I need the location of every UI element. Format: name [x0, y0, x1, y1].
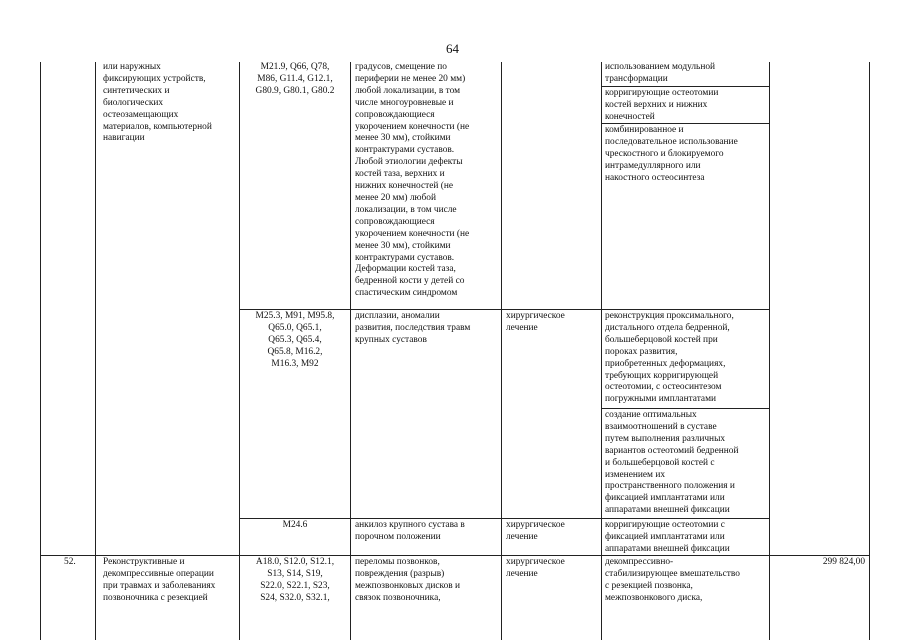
column-divider	[239, 62, 240, 640]
treatment-type: хирургическое лечение	[506, 311, 565, 333]
method-description: реконструкция проксимального, дистального отдела бедренной, большеберцовой костей при пороках развития, приобретенных деформациях, требующих корригирующей остеотомии, с остеосинтезом погружными имплантатами	[605, 311, 734, 405]
diagnosis-codes: A18.0, S12.0, S12.1, S13, S14, S19, S22.0, S22.1, S23, S24, S32.0, S32.1,	[255, 557, 335, 603]
treatment-table	[40, 62, 870, 640]
row-divider	[601, 408, 769, 409]
diagnosis-codes: M25.3, M91, M95.8, Q65.0, Q65.1, Q65.3, Q65.4, Q65.8, M16.2, M16.3, M92	[255, 311, 335, 369]
row-divider	[601, 86, 769, 87]
method-description: декомпрессивно- стабилизирующее вмешательство с резекцией позвонка, межпозвонкового диска,	[605, 557, 740, 603]
treatment-type: хирургическое лечение	[506, 520, 565, 542]
row-divider	[239, 518, 769, 519]
column-divider	[95, 62, 96, 640]
method-description: создание оптимальных взаимоотношений в суставе путем выполнения различных вариантов остеотомий бедренной и большеберцовой костей с изменением их пространственного положения и фиксацией имплантатами или аппаратами внешней фиксации	[605, 410, 739, 516]
column-divider	[501, 62, 502, 640]
table-border-left	[40, 62, 41, 640]
intervention-name: Реконструктивные и декомпрессивные операции при травмах и заболеваниях позвоночника с резекцией	[103, 557, 216, 603]
table-border-right	[869, 62, 870, 640]
row-divider	[239, 309, 769, 310]
diagnosis-description: градусов, смещение по периферии не менее 20 мм) любой локализации, в том числе многоуровневые и сопровождающиеся укорочением конечности (не менее 30 мм), стойкими контрактурами суставов. Любой этиологии дефекты костей таза, верхних и нижних конечностей (не менее 20 мм) любой локализации, в том числе сопровождающиеся укорочением конечности (не менее 30 мм), стойкими контрактурами суставов. Деформации костей таза, бедренной кости у детей со спастическим синдромом	[355, 62, 470, 299]
column-divider	[350, 62, 351, 640]
method-description: корригирующие остеотомии костей верхних и нижних конечностей	[605, 88, 719, 122]
treatment-type: хирургическое лечение	[506, 557, 565, 579]
method-description: использованием модульной трансформации	[605, 62, 716, 84]
diagnosis-description: дисплазии, аномалии развития, последствия травм крупных суставов	[355, 311, 471, 345]
diagnosis-description: анкилоз крупного сустава в порочном положении	[355, 520, 465, 542]
page-number: 64	[446, 41, 459, 56]
column-divider	[601, 62, 602, 640]
column-divider	[769, 62, 770, 640]
intervention-name: или наружных фиксирующих устройств, синтетических и биологических остеозамещающих материалов, компьютерной навигации	[103, 62, 212, 144]
diagnosis-description: переломы позвонков, повреждения (разрыв) межпозвонковых дисков и связок позвоночника,	[355, 557, 461, 603]
cost-value: 299 824,00	[822, 557, 865, 567]
diagnosis-codes: M21.9, Q66, Q78, M86, G11.4, G12.1, G80.9, G80.1, G80.2	[255, 62, 335, 96]
row-number: 52.	[64, 557, 76, 567]
method-description: корригирующие остеотомии с фиксацией имплантатами или аппаратами внешней фиксации	[605, 520, 730, 554]
diagnosis-codes: M24.6	[282, 520, 308, 530]
method-description: комбинированное и последовательное использование чрескостного и блокируемого интрамедуллярного или накостного остеосинтеза	[605, 125, 738, 183]
